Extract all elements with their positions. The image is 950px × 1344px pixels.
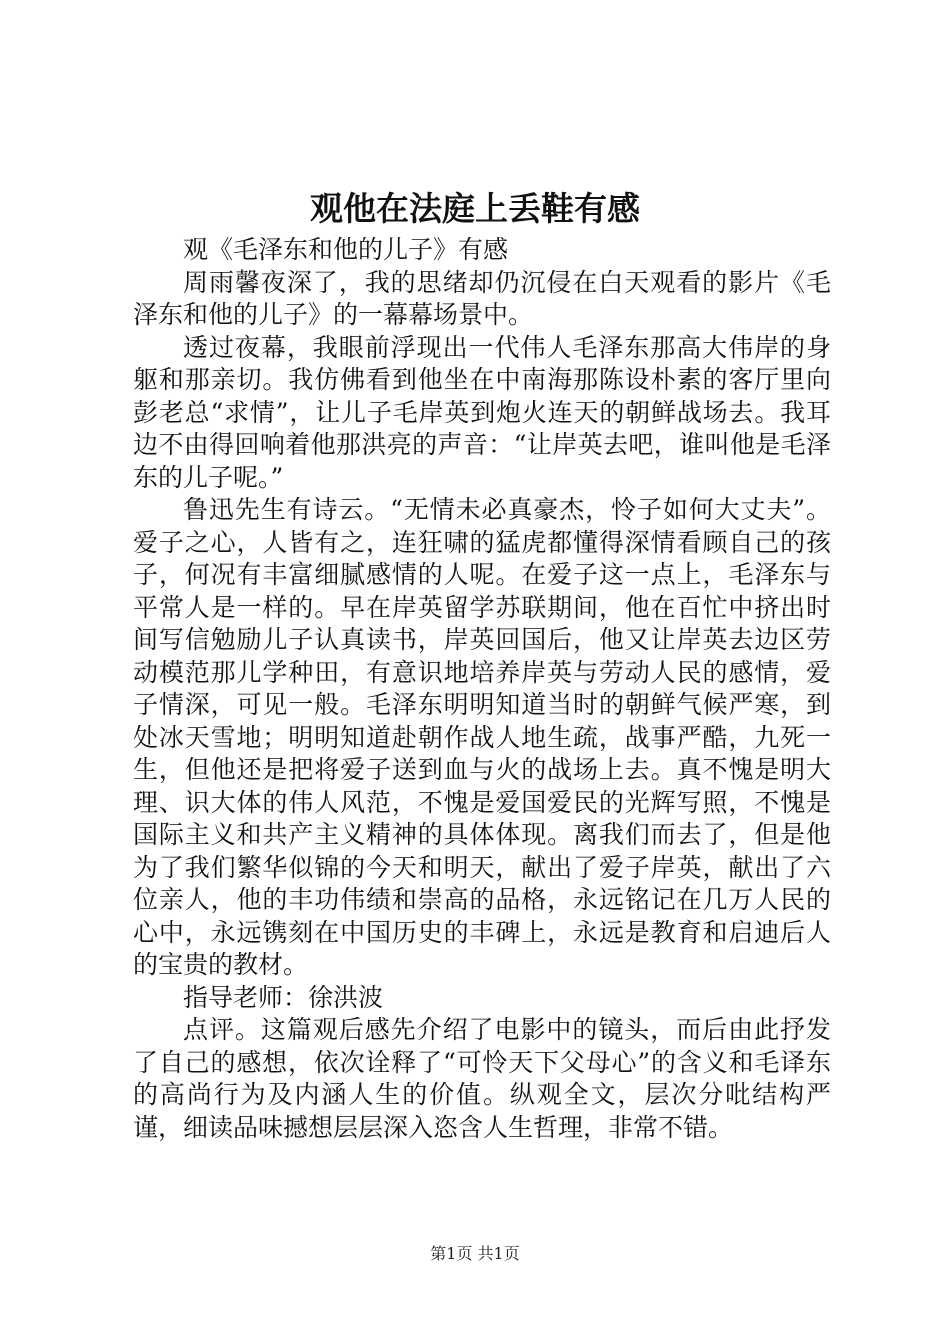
opening-paragraph: 周雨馨夜深了，我的思绪却仍沉侵在白天观看的影片《毛泽东和他的儿子》的一幕幕场景中。: [133, 267, 831, 329]
memory-paragraph: 透过夜幕，我眼前浮现出一代伟人毛泽东那高大伟岸的身躯和那亲切。我仿佛看到他坐在中南海那陈设朴素的客厅里向彭老总“求情”，让儿子毛岸英到炮火连天的朝鲜战场去。我耳边不由得回响着他那洪亮的声音：“让岸英去吧，谁叫他是毛泽东的儿子呢。”: [133, 332, 831, 492]
comment-paragraph: 点评。这篇观后感先介绍了电影中的镜头，而后由此抒发了自己的感想，依次诠释了“可怜天下父母心”的含义和毛译东的高尚行为及内涵人生的价值。纵观全文，层次分吡结构严谨，细读品味撼想层层深入恣含人生哲理，非常不错。: [133, 1015, 831, 1142]
document-title: 观他在法庭上丢鞋有感: [310, 189, 640, 228]
teacher-paragraph: 指导老师：徐洪波: [183, 982, 384, 1012]
main-reflection-paragraph: 鲁迅先生有诗云。“无情未必真豪杰，怜子如何大丈夫”。爱子之心，人皆有之，连狂啸的猛虎都懂得深情看顾自己的孩子，何况有丰富细腻感情的人呢。在爱子这一点上，毛泽东与平常人是一样的。早在岸英留学苏联期间，他在百忙中挤出时间写信勉励儿子认真读书，岸英回国后，他又让岸英去边区劳动模范那儿学种田，有意识地培养岸英与劳动人民的感情，爱子情深，可见一般。毛泽东明明知道当时的朝鲜气候严寒，到处冰天雪地；明明知道赴朝作战人地生疏，战事严酷，九死一生，但他还是把将爱子送到血与火的战场上去。真不愧是明大理、识大体的伟人风范，不愧是爱国爱民的光辉写照，不愧是国际主义和共产主义精神的具体体现。离我们而去了，但是他为了我们繁华似锦的今天和明天，献出了爱子岸英，献出了六位亲人，他的丰功伟绩和崇高的品格，永远铭记在几万人民的心中，永远镌刻在中国历史的丰碑上，永远是教育和启迪后人的宝贵的教材。: [133, 495, 831, 979]
essay-subtitle-paragraph: 观《毛泽东和他的儿子》有感: [183, 235, 509, 264]
page-number-footer: 第1页 共1页: [430, 1244, 520, 1263]
document-body: [133, 234, 831, 1144]
